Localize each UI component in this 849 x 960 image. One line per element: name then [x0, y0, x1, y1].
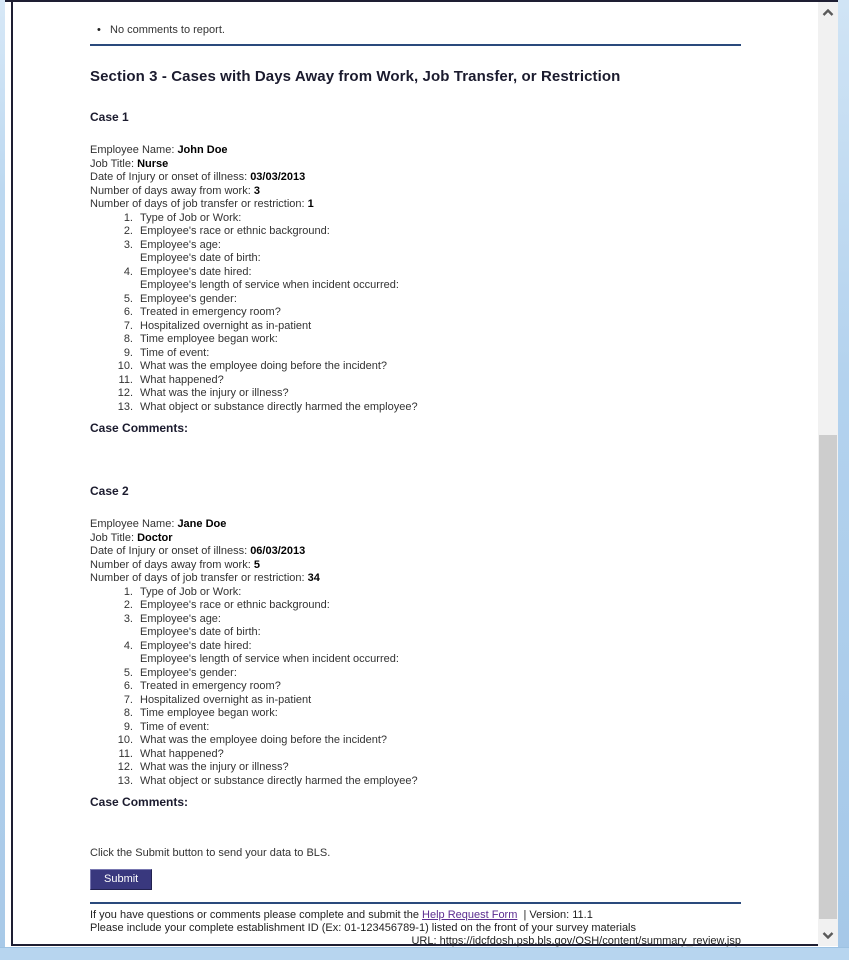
question-text: What was the employee doing before the incident?: [140, 360, 388, 372]
question-number: 7.: [123, 319, 133, 332]
question-row: [90, 613, 741, 627]
question-number: 8.: [123, 707, 133, 719]
footer-url-text: URL: https://idcfdosh.psb.bls.gov/OSH/content/summary_review.jsp: [411, 934, 741, 947]
question-text: Employee's length of service when incident occurred:: [140, 279, 399, 291]
question-text: Time employee began work:: [140, 333, 278, 345]
question-number: 9.: [123, 720, 133, 733]
question-text: Hospitalized overnight as in-patient: [140, 693, 312, 706]
question-row: [90, 734, 741, 748]
case-field-row: [90, 185, 741, 199]
field-label: Number of days away from work:: [90, 184, 254, 197]
footer-help-prefix: If you have questions or comments please complete and submit the: [90, 908, 423, 921]
case-title: Case 1: [90, 110, 129, 124]
question-row: [90, 333, 741, 347]
scrollbar-up-button[interactable]: [818, 2, 838, 23]
question-row: [90, 252, 741, 266]
window-left-border: [0, 0, 5, 960]
question-number: 2.: [123, 599, 133, 611]
footer-divider: [90, 902, 741, 904]
question-row: [90, 387, 741, 401]
case-field-row: [90, 545, 741, 559]
question-text: Employee's age:: [140, 612, 221, 625]
question-text: Time of event:: [140, 720, 210, 733]
question-row: [90, 212, 741, 226]
question-text: Employee's date hired:: [140, 265, 252, 278]
case-block: [90, 484, 741, 809]
question-number: 8.: [123, 333, 133, 345]
submit-button[interactable]: Submit: [90, 869, 152, 890]
question-number: [90, 626, 133, 640]
question-number: 12.: [117, 761, 133, 773]
question-text: Employee's gender:: [140, 666, 237, 679]
field-label: Number of days of job transfer or restriction:: [90, 198, 308, 210]
field-value: 5: [253, 558, 260, 571]
question-text: Employee's date of birth:: [140, 626, 261, 638]
question-number: 1.: [123, 585, 133, 598]
submit-instruction: Click the Submit button to send your data to BLS.: [90, 847, 331, 859]
question-number: [90, 279, 133, 293]
no-comments-text: No comments to report.: [110, 24, 225, 36]
question-text: Employee's race or ethnic background:: [140, 599, 330, 611]
question-text: Employee's race or ethnic background:: [140, 225, 330, 237]
question-row: [90, 667, 741, 681]
chevron-down-icon: [822, 931, 834, 939]
case-field-row: [90, 198, 741, 212]
question-text: Time employee began work:: [140, 707, 278, 719]
bullet-icon: •: [97, 24, 101, 36]
page-footer: [90, 909, 741, 948]
question-row: [90, 653, 741, 667]
question-number: 6.: [123, 306, 133, 318]
question-row: [90, 775, 741, 789]
field-value: Jane Doe: [177, 518, 227, 530]
question-text: Type of Job or Work:: [140, 211, 242, 224]
field-value: 06/03/2013: [250, 545, 306, 557]
question-row: [90, 293, 741, 307]
question-number: 2.: [123, 225, 133, 237]
question-text: What happened?: [140, 747, 224, 760]
scrollbar-down-button[interactable]: [818, 924, 838, 945]
question-number: 10.: [117, 360, 133, 372]
field-label: Job Title:: [90, 157, 138, 170]
field-value: 3: [253, 184, 260, 197]
field-value: 1: [307, 198, 314, 210]
field-label: Employee Name:: [90, 518, 178, 530]
question-text: Type of Job or Work:: [140, 585, 242, 598]
vertical-scrollbar[interactable]: [818, 2, 838, 946]
question-row: [90, 626, 741, 640]
scrollbar-thumb[interactable]: [819, 435, 837, 919]
field-label: Employee Name:: [90, 144, 178, 156]
question-row: [90, 707, 741, 721]
window-right-border: [838, 0, 849, 960]
field-label: Date of Injury or onset of illness:: [90, 171, 251, 183]
question-text: Treated in emergency room?: [140, 306, 281, 318]
question-row: [90, 239, 741, 253]
question-text: What was the employee doing before the incident?: [140, 734, 388, 746]
question-row: [90, 599, 741, 613]
field-value: Doctor: [137, 531, 173, 544]
case-fields: [90, 144, 741, 212]
case-comments-label: Case Comments:: [90, 795, 189, 809]
footer-version-text: | Version: 11.1: [517, 908, 593, 921]
field-value: 03/03/2013: [250, 171, 306, 183]
question-number: 13.: [117, 774, 133, 787]
question-number: 10.: [117, 734, 133, 746]
question-number: 3.: [123, 238, 133, 251]
question-text: What was the injury or illness?: [140, 387, 289, 399]
case-questions: [90, 586, 741, 789]
footer-help-line: [90, 909, 741, 922]
question-row: [90, 374, 741, 388]
chevron-up-icon: [822, 9, 834, 17]
case-field-row: [90, 171, 741, 185]
cases-container: [90, 110, 741, 809]
question-row: [90, 721, 741, 735]
question-text: Hospitalized overnight as in-patient: [140, 319, 312, 332]
question-number: [90, 252, 133, 266]
question-text: Employee's date hired:: [140, 639, 252, 652]
field-value: John Doe: [177, 144, 228, 156]
question-text: Time of event:: [140, 346, 210, 359]
question-number: 4.: [123, 265, 133, 278]
section-divider: [90, 44, 741, 46]
question-number: [90, 653, 133, 667]
case-comments-label: Case Comments:: [90, 421, 189, 435]
question-row: [90, 347, 741, 361]
window-bottom-border: [0, 947, 849, 960]
footer-establishment-line: Please include your complete establishment ID (Ex: 01-123456789-1) listed on the front of your survey materials: [90, 921, 637, 934]
question-number: 5.: [123, 292, 133, 305]
question-row: [90, 266, 741, 280]
case-field-row: [90, 158, 741, 172]
question-number: 11.: [118, 747, 133, 760]
question-number: 11.: [118, 373, 133, 386]
question-number: 6.: [123, 680, 133, 692]
question-text: Employee's gender:: [140, 292, 237, 305]
question-number: 4.: [123, 639, 133, 652]
question-number: 7.: [123, 693, 133, 706]
case-questions: [90, 212, 741, 415]
help-request-form-link[interactable]: Help Request Form: [422, 908, 518, 921]
case-title: Case 2: [90, 484, 129, 498]
question-row: [90, 306, 741, 320]
question-number: 3.: [123, 612, 133, 625]
question-number: 5.: [123, 666, 133, 679]
question-text: What was the injury or illness?: [140, 761, 289, 773]
question-number: 1.: [123, 211, 133, 224]
question-number: 12.: [117, 387, 133, 399]
field-value: Nurse: [137, 157, 169, 170]
question-row: [90, 401, 741, 415]
case-block: [90, 110, 741, 435]
comments-summary-item: [90, 2, 741, 37]
question-text: What object or substance directly harmed the employee?: [140, 400, 418, 413]
question-row: [90, 225, 741, 239]
field-label: Number of days away from work:: [90, 558, 254, 571]
question-row: [90, 761, 741, 775]
question-number: 9.: [123, 346, 133, 359]
question-row: [90, 360, 741, 374]
question-row: [90, 279, 741, 293]
question-text: Treated in emergency room?: [140, 680, 281, 692]
field-label: Date of Injury or onset of illness:: [90, 545, 251, 557]
question-row: [90, 680, 741, 694]
question-row: [90, 694, 741, 708]
question-text: Employee's length of service when incident occurred:: [140, 653, 399, 665]
field-value: 34: [307, 572, 320, 584]
case-field-row: [90, 532, 741, 546]
case-field-row: [90, 144, 741, 158]
question-row: [90, 586, 741, 600]
case-fields: [90, 518, 741, 586]
question-row: [90, 320, 741, 334]
question-text: What object or substance directly harmed the employee?: [140, 774, 418, 787]
field-label: Number of days of job transfer or restriction:: [90, 572, 308, 584]
question-text: Employee's age:: [140, 238, 221, 251]
case-field-row: [90, 559, 741, 573]
section-3-heading: Section 3 - Cases with Days Away from Work, Job Transfer, or Restriction: [90, 68, 621, 85]
question-row: [90, 748, 741, 762]
question-number: 13.: [117, 400, 133, 413]
question-text: Employee's date of birth:: [140, 252, 261, 264]
question-row: [90, 640, 741, 654]
case-field-row: [90, 572, 741, 586]
field-label: Job Title:: [90, 531, 138, 544]
question-text: What happened?: [140, 373, 224, 386]
case-field-row: [90, 518, 741, 532]
page-content: [90, 2, 741, 948]
